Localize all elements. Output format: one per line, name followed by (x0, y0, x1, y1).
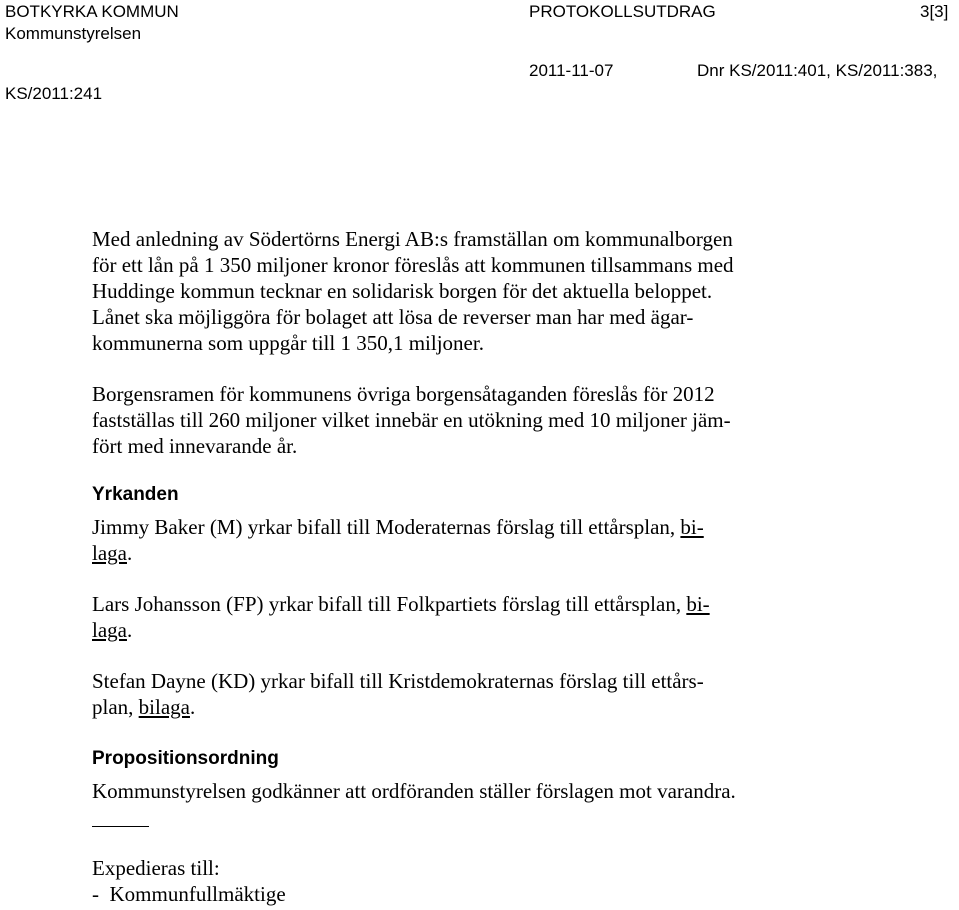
motion-johansson (92, 591, 832, 643)
propositionsordning-text (92, 778, 832, 804)
attachment-link[interactable]: bi- (686, 592, 710, 616)
paragraph-guarantee-frame (92, 381, 832, 459)
document-type: PROTOKOLLSUTDRAG (529, 2, 716, 21)
text-line: Huddinge kommun tecknar en solidarisk borgen för det aktuella beloppet. (92, 279, 713, 303)
text-line (92, 694, 832, 720)
motion-dayne (92, 668, 832, 720)
period: . (126, 618, 133, 642)
text-line: Lånet ska möjliggöra för bolaget att lösa de reverser man har med ägar- (92, 305, 694, 329)
motion-text: plan, (92, 695, 139, 719)
case-number: Dnr KS/2011:401, KS/2011:383, (697, 61, 938, 80)
page-number: 3[3] (920, 2, 949, 21)
separator-rule (92, 826, 149, 827)
text-line: Borgensramen för kommunens övriga borgensåtaganden föreslås för 2012 (92, 382, 715, 406)
municipality-name: BOTKYRKA KOMMUN (5, 2, 179, 21)
period: . (189, 695, 196, 719)
distribution-item: - Kommunfullmäktige (92, 882, 286, 906)
board-name: Kommunstyrelsen (5, 24, 142, 43)
motion-text: Jimmy Baker (M) yrkar bifall till Moderaternas förslag till ettårsplan, (92, 515, 681, 539)
text-line: Kommunstyrelsen godkänner att ordföranden ställer förslagen mot varandra. (92, 779, 736, 803)
text-line (92, 591, 832, 617)
motion-text: Lars Johansson (FP) yrkar bifall till Folkpartiets förslag till ettårsplan, (92, 592, 687, 616)
text-line (92, 617, 832, 643)
meeting-date: 2011-11-07 (529, 61, 614, 80)
attachment-link[interactable]: bilaga (138, 695, 190, 719)
distribution-label: Expedieras till: (92, 856, 220, 880)
attachment-link[interactable]: laga (92, 541, 127, 565)
text-line (92, 540, 832, 566)
text-line: fört med innevarande år. (92, 434, 298, 458)
text-line: fastställas till 260 miljoner vilket innebär en utökning med 10 miljoner jäm- (92, 408, 731, 432)
motion-baker (92, 514, 832, 566)
text-line (92, 514, 832, 540)
text-line: för ett lån på 1 350 miljoner kronor föreslås att kommunen tillsammans med (92, 253, 734, 277)
paragraph-loan-guarantee (92, 226, 832, 356)
period: . (126, 541, 133, 565)
case-number-continued: KS/2011:241 (5, 84, 103, 103)
yrkanden-heading: Yrkanden (92, 484, 179, 505)
text-line: Med anledning av Södertörns Energi AB:s framställan om kommunalborgen (92, 227, 733, 251)
attachment-link[interactable]: laga (92, 618, 127, 642)
text-line: kommunerna som uppgår till 1 350,1 miljoner. (92, 331, 484, 355)
attachment-link[interactable]: bi- (680, 515, 704, 539)
propositionsordning-heading: Propositionsordning (92, 748, 279, 769)
distribution-list (92, 855, 832, 907)
text-line: Stefan Dayne (KD) yrkar bifall till Kristdemokraternas förslag till ettårs- (92, 669, 704, 693)
